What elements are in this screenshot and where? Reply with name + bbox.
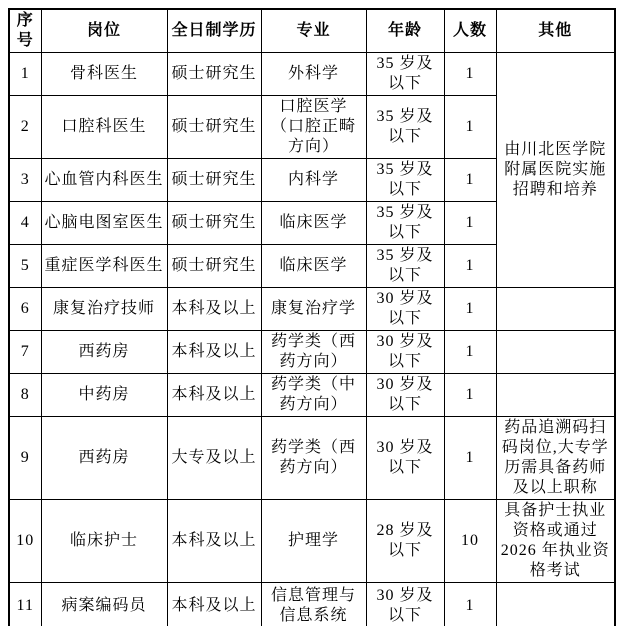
- cell-major: 外科学: [261, 53, 366, 96]
- cell-post: 骨科医生: [41, 53, 167, 96]
- cell-major: 口腔医学（口腔正畸方向）: [261, 96, 366, 159]
- cell-post: 口腔科医生: [41, 96, 167, 159]
- cell-edu: 本科及以上: [167, 331, 261, 374]
- header-count: 人数: [444, 9, 496, 53]
- cell-count: 1: [444, 583, 496, 626]
- cell-age: 35 岁及以下: [366, 159, 444, 202]
- cell-edu: 本科及以上: [167, 288, 261, 331]
- table-header: [9, 9, 615, 53]
- cell-age: 35 岁及以下: [366, 245, 444, 288]
- cell-no: 8: [9, 374, 41, 417]
- cell-other: [496, 331, 615, 374]
- cell-post: 西药房: [41, 331, 167, 374]
- cell-age: 35 岁及以下: [366, 202, 444, 245]
- cell-major: 内科学: [261, 159, 366, 202]
- cell-count: 1: [444, 374, 496, 417]
- cell-age: 35 岁及以下: [366, 53, 444, 96]
- cell-count: 1: [444, 159, 496, 202]
- header-other: 其他: [496, 9, 615, 53]
- table-row: [9, 288, 615, 331]
- table-row: [9, 500, 615, 583]
- cell-edu: 硕士研究生: [167, 245, 261, 288]
- table-row: [9, 53, 615, 96]
- cell-edu: 大专及以上: [167, 417, 261, 500]
- cell-age: 28 岁及以下: [366, 500, 444, 583]
- header-age: 年龄: [366, 9, 444, 53]
- cell-other: [496, 374, 615, 417]
- cell-major: 药学类（西药方向）: [261, 417, 366, 500]
- cell-count: 10: [444, 500, 496, 583]
- cell-post: 临床护士: [41, 500, 167, 583]
- cell-no: 11: [9, 583, 41, 626]
- merged-other-cell: 由川北医学院附属医院实施招聘和培养: [496, 53, 615, 288]
- cell-post: 病案编码员: [41, 583, 167, 626]
- cell-edu: 本科及以上: [167, 500, 261, 583]
- cell-age: 30 岁及以下: [366, 583, 444, 626]
- header-edu: 全日制学历: [167, 9, 261, 53]
- cell-edu: 本科及以上: [167, 583, 261, 626]
- cell-major: 药学类（中药方向）: [261, 374, 366, 417]
- cell-post: 西药房: [41, 417, 167, 500]
- cell-no: 3: [9, 159, 41, 202]
- cell-count: 1: [444, 53, 496, 96]
- cell-edu: 本科及以上: [167, 374, 261, 417]
- cell-count: 1: [444, 202, 496, 245]
- cell-age: 30 岁及以下: [366, 374, 444, 417]
- cell-major: 护理学: [261, 500, 366, 583]
- cell-no: 6: [9, 288, 41, 331]
- cell-age: 30 岁及以下: [366, 288, 444, 331]
- cell-major: 康复治疗学: [261, 288, 366, 331]
- cell-edu: 硕士研究生: [167, 159, 261, 202]
- cell-no: 9: [9, 417, 41, 500]
- cell-age: 30 岁及以下: [366, 417, 444, 500]
- header-major: 专业: [261, 9, 366, 53]
- cell-count: 1: [444, 288, 496, 331]
- cell-other: [496, 288, 615, 331]
- cell-count: 1: [444, 96, 496, 159]
- cell-post: 康复治疗技师: [41, 288, 167, 331]
- cell-other: 具备护士执业资格或通过2026 年执业资格考试: [496, 500, 615, 583]
- header-no: 序号: [9, 9, 41, 53]
- cell-no: 4: [9, 202, 41, 245]
- cell-other: 药品追溯码扫码岗位,大专学历需具备药师及以上职称: [496, 417, 615, 500]
- cell-age: 35 岁及以下: [366, 96, 444, 159]
- cell-major: 药学类（西药方向）: [261, 331, 366, 374]
- cell-edu: 硕士研究生: [167, 53, 261, 96]
- cell-major: 临床医学: [261, 245, 366, 288]
- cell-post: 心脑电图室医生: [41, 202, 167, 245]
- cell-edu: 硕士研究生: [167, 96, 261, 159]
- cell-count: 1: [444, 417, 496, 500]
- cell-other: [496, 583, 615, 626]
- table-row: [9, 583, 615, 626]
- table-row: [9, 417, 615, 500]
- cell-post: 中药房: [41, 374, 167, 417]
- cell-edu: 硕士研究生: [167, 202, 261, 245]
- cell-major: 信息管理与信息系统: [261, 583, 366, 626]
- cell-age: 30 岁及以下: [366, 331, 444, 374]
- cell-count: 1: [444, 245, 496, 288]
- table-row: [9, 374, 615, 417]
- header-post: 岗位: [41, 9, 167, 53]
- recruitment-table: [8, 8, 616, 626]
- cell-post: 心血管内科医生: [41, 159, 167, 202]
- cell-no: 5: [9, 245, 41, 288]
- cell-no: 10: [9, 500, 41, 583]
- header-row: [9, 9, 615, 53]
- cell-count: 1: [444, 331, 496, 374]
- cell-no: 7: [9, 331, 41, 374]
- cell-post: 重症医学科医生: [41, 245, 167, 288]
- cell-no: 1: [9, 53, 41, 96]
- cell-no: 2: [9, 96, 41, 159]
- cell-major: 临床医学: [261, 202, 366, 245]
- table-row: [9, 331, 615, 374]
